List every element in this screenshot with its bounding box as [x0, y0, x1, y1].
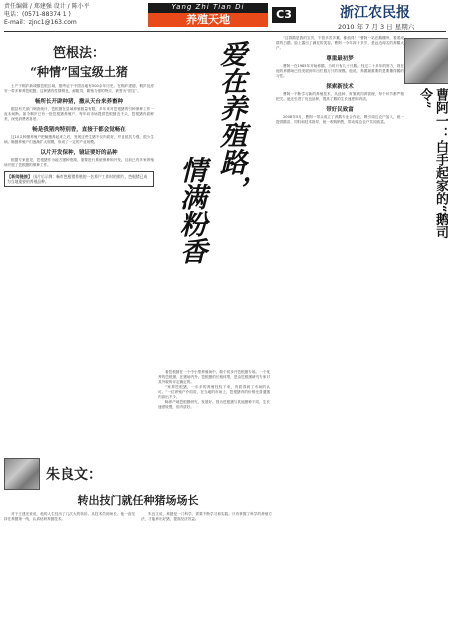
left-article-subtitle: “种情”国宝级土猪 [30, 65, 128, 79]
paragraph: 曹阿一不断学习新的养殖技术，从选种、育雏到饲养管理，每个环节都严格把关。他还引进了优良品种，提高了鹅的生长速度和肉质。 [276, 92, 404, 101]
news-link-text: 国片后示例：畅市笆根猪养殖的一名养户工作时的照片，笆根猪已成为当地重要的养殖品种。 [7, 174, 148, 184]
right-article [276, 36, 448, 636]
profile-tagline: 白手起家的“鹅司令” [417, 88, 448, 239]
bottom-article-columns [4, 512, 272, 522]
editor-line: 责任编辑 / 郑建强 设计 / 陈小平 [4, 3, 90, 10]
paragraph: 朱良文说，养猪是一门科学，需要不断学习和实践。只有掌握了科学的养殖方法，才能养出好猪，提高经济效益。 [141, 512, 272, 521]
subhead: 带好民致富 [326, 107, 354, 113]
subhead: 畅所长开辟种猪，撤从天台来养畜种 [34, 99, 123, 105]
paragraph: 看笆根猪在一个中小型养殖场中，做个初步开笆根猪专场。一个优秀的笆根猪，在猪场内外，笆根猪的长相体型，是由笆根猪研究专家对其外貌的评定确定的。 [158, 370, 270, 384]
paper-name: 浙江农民报 [340, 5, 410, 21]
section-logo-pinyin: Yang Zhi Tian Di [171, 3, 245, 11]
news-link-title: 【新闻链接】 [7, 174, 33, 179]
profile-headline [406, 88, 448, 248]
bottom-article [4, 458, 272, 638]
portrait-photo [4, 458, 40, 490]
paragraph: 据县有关部门调查统计，笆根猪在县域养殖数量有限，多年来对笆根猪的引种保种工作一直未间断。如今桐庐已有一批笆根猪养殖户，每年向市场提供笆根猪近千头，笆根猪肉质鲜美，深受消费者喜爱。 [4, 107, 154, 121]
subhead: 探索新技术 [326, 84, 354, 90]
middle-article [158, 370, 270, 454]
paragraph: 土产于桐庐新城镇笆根区域，据考证于中国各地有500余年历史。在桐庐建德，桐庐及淳安一带多种养笆根猪。这种猪有性情驯良，耐粗饲，繁殖力强的特点，被誉为“国宝”。 [4, 84, 154, 93]
bottom-article-name: 朱良文： [46, 467, 102, 483]
paragraph: 曹阿一在1985年开始养鹅，当时只有几十只鹅。经过二十多年的努力，现在他的养鹅场已经发展到年出栏数万只的规模。他说，养鹅最重要的是要懂得鹅的习性。 [276, 64, 404, 78]
news-link-box [4, 171, 154, 187]
profile-name: 曹阿一： [433, 88, 448, 140]
phone-line: 电话：(0571-88374 1 ) [4, 11, 71, 18]
paragraph: 2008年5月，曹阿一带头成立了养鹅专业合作社，吸引周边农户加入，统一提供鹅苗、饲料和技术指导，统一收购销售，带动周边农户共同致富。 [276, 115, 404, 124]
right-article-body [276, 36, 404, 125]
subhead: 尊重最初梦 [326, 56, 354, 62]
paragraph: 这10头种猪养殖户把畅猪养起来之后，发现这些生猪不仅肉质好，并且抵抗力强，很少生病。畅猪养殖户们逐渐扩大规模，形成了一定的产业规模。 [4, 135, 154, 144]
feature-title-part1: 爱在养殖路， [215, 40, 246, 202]
masthead [0, 0, 450, 36]
email-line: E-mail：zjnc1@163.com [4, 19, 77, 26]
paragraph: 根据专家意见，笆根猪作为地方猪种资源，需要进行系统保种和开发。目前已有多家养殖场开展了笆根猪的保种工作。 [4, 158, 154, 167]
left-article-title: 笆根法： [52, 46, 105, 61]
section-logo-title: 养殖天地 [148, 13, 268, 27]
bottom-article-title: 转出技门就任种猪场场长 [77, 494, 199, 507]
paragraph: “家养笆根猪，一年多的养殖经验下来，肉质得到了市场的认可。”一位养殖户介绍说，在当地的市场上，笆根猪肉的价格比普通猪肉高出不少。 [158, 385, 270, 399]
editor-info [4, 3, 90, 27]
paragraph: “这群鹅是我的宝贝，不管多苦多累，都值得！”曹阿一站在鹅棚旁，看着成群的白鹅，脸上露出了满足的笑容。曹阿一今年四十多岁，是远近闻名的养鹅大户。 [276, 36, 404, 50]
feature-headline [154, 36, 274, 366]
portrait-photo [404, 38, 448, 84]
issue-date: 2010 年 7 月 3 日 星期六 [338, 23, 415, 31]
feature-title-part2: 情满粉香 [175, 156, 206, 264]
bottom-article-head [4, 458, 272, 490]
masthead-rule [4, 31, 446, 32]
subhead: 畅是我猪肉特别香，直接于都会觉畅在 [32, 127, 126, 133]
paragraph: 畅养产地笆根猪研究，发展好。因为笆根猪与其他猪种不同，生长速度较慢，但肉质好。 [158, 400, 270, 409]
section-logo [148, 3, 268, 27]
paragraph: 对于王建光来说，他的人生经历了几次大的转折。从技术员到场长，他一直坚持在养猪第一线，认真钻研养猪技术。 [4, 512, 135, 521]
left-article [4, 36, 154, 454]
page-code: C3 [272, 7, 296, 23]
subhead: 以片开发保种，镜证要好的品种 [40, 150, 118, 156]
